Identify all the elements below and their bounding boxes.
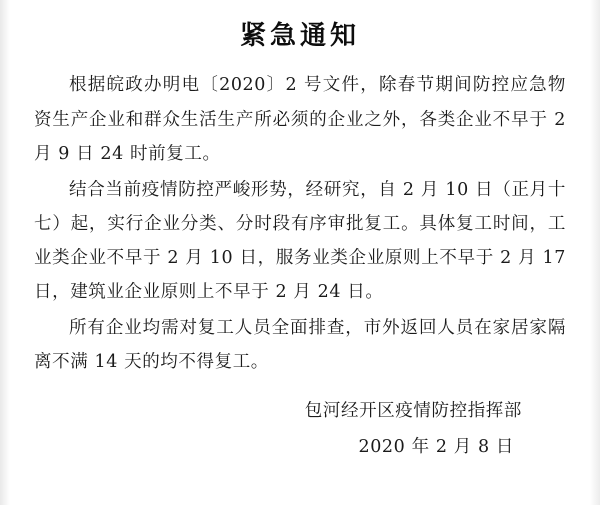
page-left-edge-shadow — [0, 0, 10, 505]
paragraph-3: 所有企业均需对复工人员全面排查，市外返回人员在家居家隔离不满 14 天的均不得复工。 — [34, 318, 566, 373]
paragraph-2: 结合当前疫情防控严峻形势，经研究，自 2 月 10 日（正月十七）起，实行企业分类、分时段有序审批复工。具体复工时间，工业类企业不早于 2 月 10 日，服务业类企业原则上不早于 2 月 17 日，建筑业企业原则上不早于 2 月 24 日。 — [34, 179, 566, 303]
issue-date: 2020 年 2 月 8 日 — [358, 436, 514, 457]
page-right-edge-shadow — [590, 0, 600, 505]
paragraph-1: 根据皖政办明电〔2020〕2 号文件，除春节期间防控应急物资生产企业和群众生活生产所必须的企业之外，各类企业不早于 2 月 9 日 24 时前复工。 — [34, 75, 566, 164]
issuing-authority: 包河经开区疫情防控指挥部 — [304, 400, 522, 421]
page-title: 紧急通知 — [239, 21, 360, 51]
